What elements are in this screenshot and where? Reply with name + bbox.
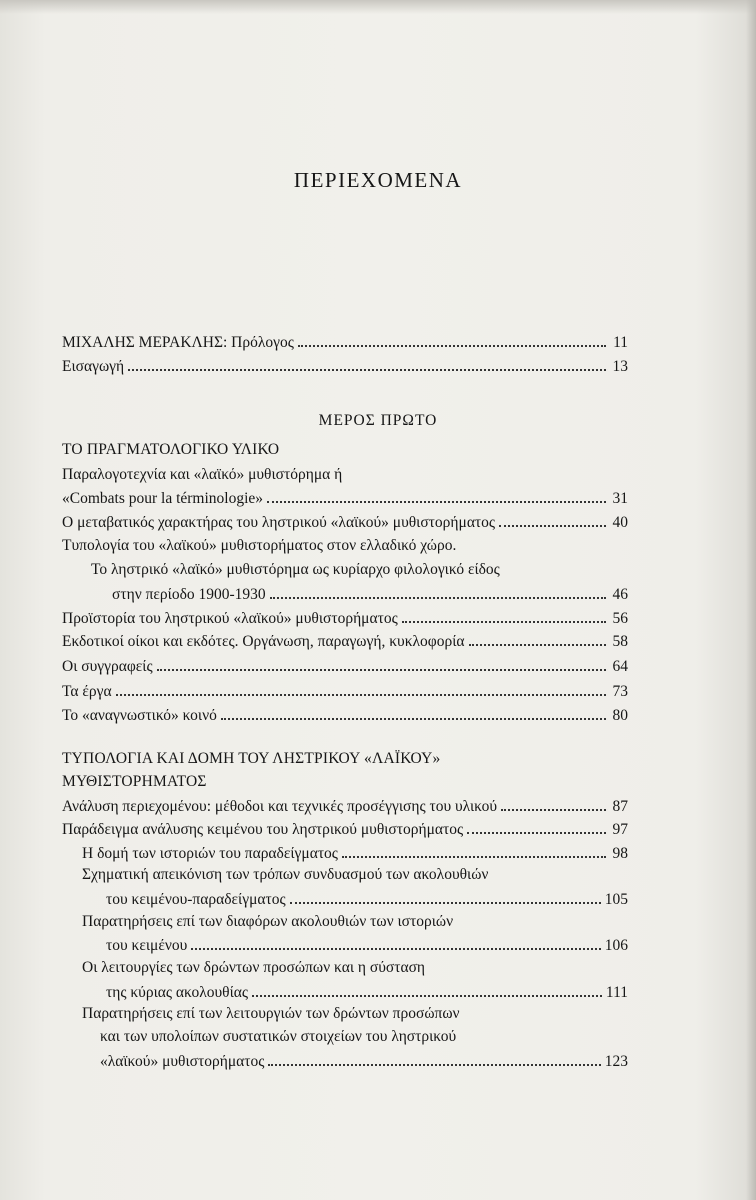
toc-entry — [106, 935, 628, 955]
toc-entry-text: Οι συγγραφείς — [62, 658, 153, 675]
toc-page-number: 64 — [612, 658, 628, 675]
toc-entry-text: Το «αναγνωστικό» κοινό — [62, 707, 217, 724]
toc-entry-text: ΜΙΧΑΛΗΣ ΜΕΡΑΚΛΗΣ: Πρόλογος — [62, 334, 294, 351]
dot-leader — [268, 1051, 600, 1066]
toc-page-number: 56 — [612, 610, 628, 627]
dot-leader — [402, 608, 606, 623]
toc-entry-text: Η δομή των ιστοριών του παραδείγματος — [82, 845, 338, 862]
section-heading: ΜΥΘΙΣΤΟΡΗΜΑΤΟΣ — [62, 773, 207, 790]
toc-page-number: 40 — [612, 514, 628, 531]
dot-leader — [252, 982, 602, 997]
dot-leader — [116, 681, 606, 696]
dot-leader — [270, 584, 606, 599]
toc-entry-text: της κύριας ακολουθίας — [106, 984, 249, 1001]
dot-leader — [290, 889, 601, 904]
toc-entry — [62, 488, 628, 508]
toc-entry — [62, 705, 628, 725]
toc-entry — [62, 631, 628, 651]
toc-entry-text: Εισαγωγή — [62, 358, 125, 375]
toc-entry-text: Ο μεταβατικός χαρακτήρας του ληστρικού «λαϊκού» μυθιστορήματος — [62, 514, 496, 531]
toc-page-number: 31 — [612, 490, 628, 507]
toc-entry-prologue — [62, 332, 628, 352]
page-top-shadow — [0, 0, 756, 14]
toc-entry — [62, 656, 628, 676]
toc-entry-text: Τυπολογία του «λαϊκού» μυθιστορήματος στον ελλαδικό χώρο. — [62, 537, 457, 554]
part-title: ΜΕΡΟΣ ΠΡΩΤΟ — [318, 412, 438, 429]
toc-entry-text: Το ληστρικό «λαϊκό» μυθιστόρημα ως κυρίαρχο φιλολογικό είδος — [91, 561, 500, 578]
dot-leader — [469, 631, 606, 646]
toc-entry — [62, 796, 628, 816]
toc-page-number: 58 — [612, 633, 628, 650]
toc-page-number: 13 — [612, 358, 628, 375]
dot-leader — [128, 356, 606, 371]
toc-page-number: 87 — [612, 798, 628, 815]
toc-entry — [82, 843, 628, 863]
toc-entry-text: Τα έργα — [62, 683, 112, 700]
toc-entry — [106, 889, 628, 909]
dot-leader — [298, 332, 606, 347]
toc-page-number: 123 — [604, 1053, 628, 1070]
toc-page-number: 73 — [612, 683, 628, 700]
toc-entry — [112, 584, 628, 604]
dot-leader — [191, 935, 600, 950]
section-heading: ΤΥΠΟΛΟΓΙΑ ΚΑΙ ΔΟΜΗ ΤΟΥ ΛΗΣΤΡΙΚΟΥ «ΛΑΪΚΟΥ» — [62, 750, 441, 767]
toc-entry-text: Σχηματική απεικόνιση των τρόπων συνδυασμού των ακολουθιών — [82, 866, 489, 883]
toc-entry-introduction — [62, 356, 628, 376]
toc-entry-text: Οι λειτουργίες των δρώντων προσώπων και η σύσταση — [82, 959, 426, 976]
toc-page-number: 80 — [612, 707, 628, 724]
dot-leader — [157, 656, 606, 671]
toc-entry-text: Παράδειγμα ανάλυσης κειμένου του ληστρικού μυθιστορήματος — [62, 821, 464, 838]
toc-entry-text: Εκδοτικοί οίκοι και εκδότες. Οργάνωση, παραγωγή, κυκλοφορία — [62, 633, 465, 650]
toc-page-number: 106 — [604, 937, 628, 954]
toc-entry-text: του κειμένου — [106, 937, 188, 954]
toc-entry — [62, 512, 628, 532]
dot-leader — [499, 512, 606, 527]
toc-entry — [106, 982, 628, 1002]
toc-page-number: 11 — [613, 334, 628, 351]
toc-entry-text: Παραλογοτεχνία και «λαϊκό» μυθιστόρημα ή — [62, 466, 343, 483]
dot-leader — [501, 796, 606, 811]
toc-entry-text: Παρατηρήσεις επί των λειτουργιών των δρώντων προσώπων — [82, 1005, 460, 1022]
toc-entry-text: Ανάλυση περιεχομένου: μέθοδοι και τεχνικές προσέγγισης του υλικού — [62, 798, 498, 815]
page-title: ΠΕΡΙΕΧΟΜΕΝΑ — [293, 168, 463, 192]
toc-entry-text: Προϊστορία του ληστρικού «λαϊκού» μυθιστορήματος — [62, 610, 398, 627]
toc-entry-text: «λαϊκού» μυθιστορήματος — [100, 1053, 265, 1070]
toc-entry-text: του κειμένου-παραδείγματος — [106, 891, 286, 908]
toc-page-number: 105 — [604, 891, 628, 908]
toc-page-number: 98 — [612, 845, 628, 862]
section-heading: ΤΟ ΠΡΑΓΜΑΤΟΛΟΓΙΚΟ ΥΛΙΚΟ — [62, 441, 280, 458]
toc-entry — [62, 608, 628, 628]
dot-leader — [221, 705, 606, 720]
toc-page-number: 97 — [612, 821, 628, 838]
toc-page-number: 46 — [612, 586, 628, 603]
toc-entry-text: Παρατηρήσεις επί των διαφόρων ακολουθιών των ιστοριών — [82, 913, 454, 930]
dot-leader — [342, 843, 606, 858]
toc-entry — [100, 1051, 628, 1071]
toc-entry — [62, 819, 628, 839]
dot-leader — [267, 488, 606, 503]
toc-entry-text: στην περίοδο 1900-1930 — [112, 586, 266, 603]
toc-entry-text: «Combats pour la términologie» — [62, 490, 264, 507]
toc-entry-text: και των υπολοίπων συστατικών στοιχείων του ληστρικού — [100, 1028, 457, 1045]
dot-leader — [467, 819, 606, 834]
toc-page-number: 111 — [605, 984, 628, 1001]
toc-entry — [62, 681, 628, 701]
